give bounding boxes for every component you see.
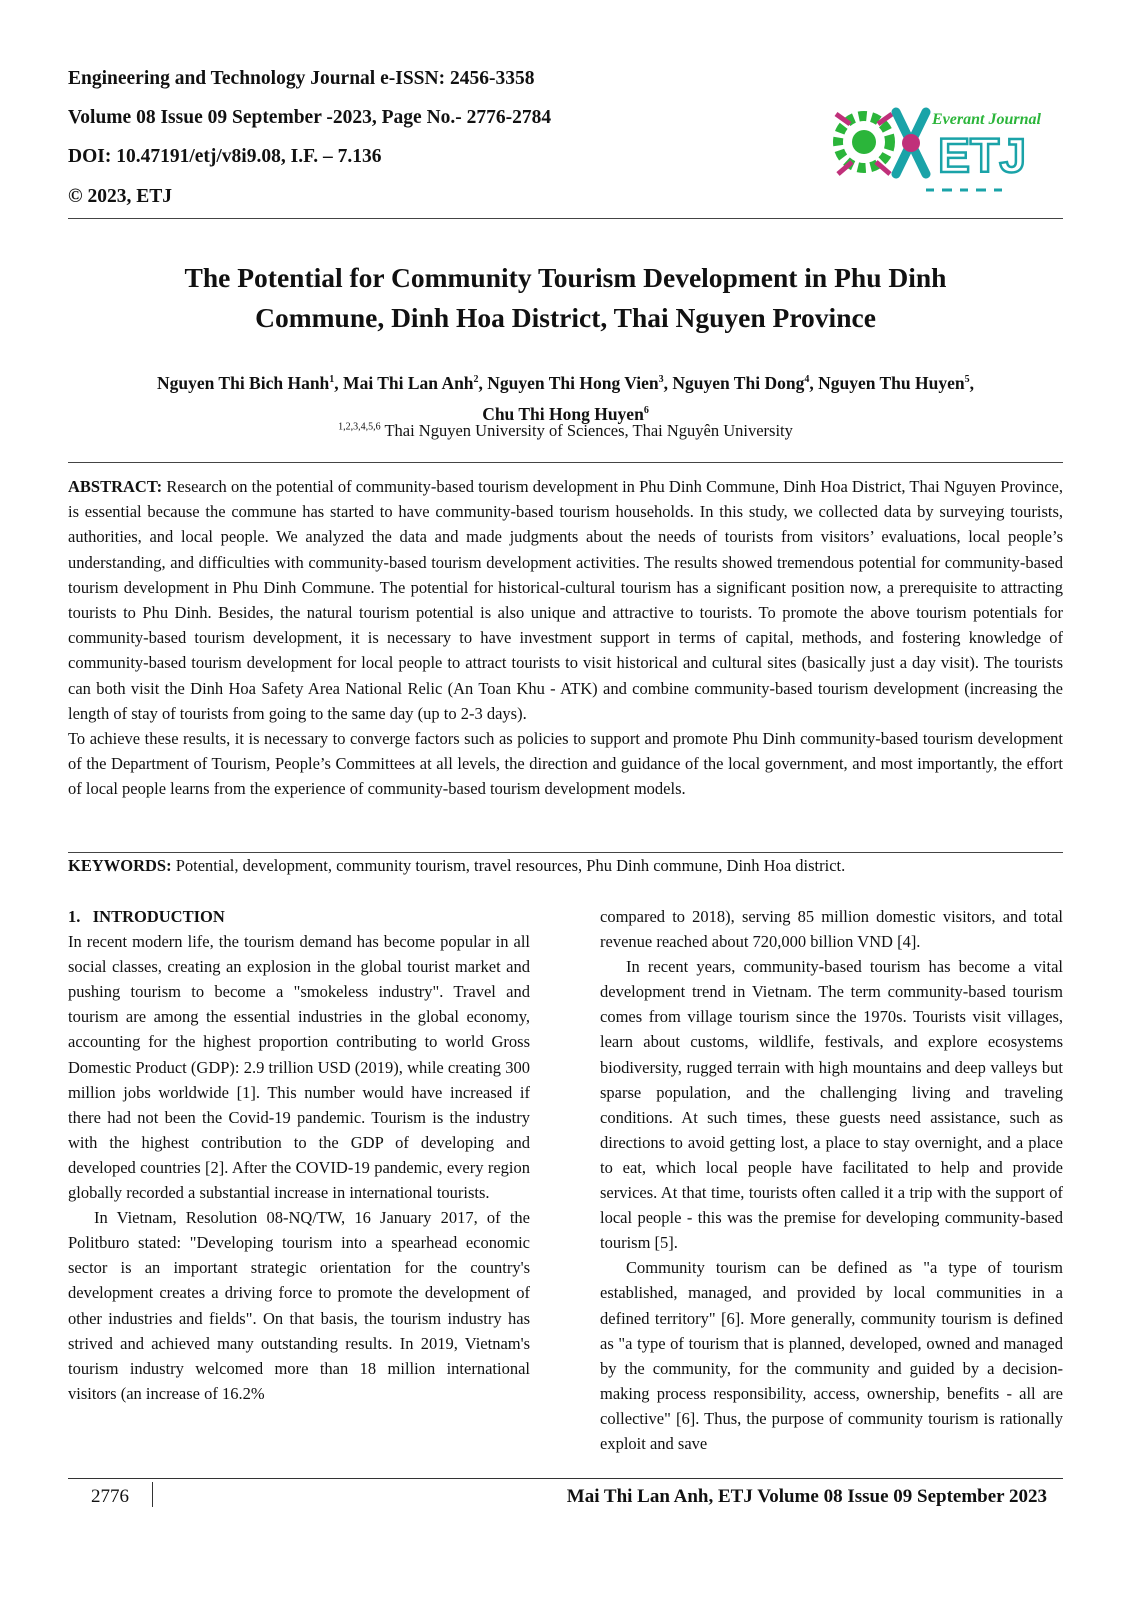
author-name: Chu Thi Hong Huyen: [482, 403, 644, 424]
author-name: Nguyen Thu Huyen: [818, 372, 965, 393]
title-line-1: The Potential for Community Tourism Development in Phu Dinh: [184, 262, 947, 293]
copyright: © 2023, ETJ: [68, 186, 172, 207]
author-list: Nguyen Thi Bich Hanh$^1$, Mai Thi Lan Anh$^2$, Nguyen Thi Hong Vien$^3$, Nguyen Thi Dong$^4$, Nguyen Thu Huyen$^5$, Chu Thi Hong Huyen$^6$: [156, 372, 974, 424]
affiliation-text: Thai Nguyen University of Sciences, Thai Nguyên University: [384, 421, 793, 440]
affiliation: [68, 421, 1063, 441]
author-name: Mai Thi Lan Anh: [343, 372, 474, 393]
keywords: [68, 856, 1063, 876]
footer-rule: [68, 1478, 1063, 1479]
body-paragraph: In recent years, community-based tourism has become a vital development trend in Vietnam. The term community-based tourism comes from village tourism since the 1970s. Tourists visit villages, learn about customs, wildlife, festivals, and explore ecosystems biodiversity, rugged terrain with high mountains and deep valleys but sparse population, and the challenging living and traveling conditions. At such times, these guests need assistance, such as directions to avoid getting lost, a place to stay overnight, and a place to eat, which local people have facilitated to help and provide services. At that time, tourists often called it a trip with the support of local people - this was the premise for developing community-based tourism [5].: [600, 957, 1063, 1253]
keywords-label: KEYWORDS:: [68, 856, 172, 875]
logo-text-top: Everant Journal: [932, 111, 1041, 128]
keywords-text: Potential, development, community tourism, travel resources, Phu Dinh commune, Dinh Hoa district.: [175, 856, 846, 875]
author-name: Nguyen Thi Hong Vien: [487, 372, 659, 393]
body-column-left: [68, 904, 530, 1406]
author-affil-mark: 2: [473, 374, 479, 385]
footer-citation: Mai Thi Lan Anh, ETJ Volume 08 Issue 09 September 2023: [566, 1486, 1047, 1507]
author-affil-mark: 1: [329, 374, 335, 385]
journal-name: Engineering and Technology Journal e-ISSN: 2456-3358: [68, 68, 535, 89]
body-paragraph: Community tourism can be defined as "a type of tourism established, managed, and provided by local communities in a defined territory" [6]. More generally, community tourism is defined as "a type of tourism that is planned, developed, owned and managed by the community, for the community and guided by a decision-making process responsibility, access, ownership, benefits - all are collective" [6]. Thus, the purpose of community tourism is rationally exploit and save: [600, 1258, 1063, 1453]
abstract-top-rule: [68, 462, 1063, 463]
body-paragraph: In Vietnam, Resolution 08-NQ/TW, 16 January 2017, of the Politburo stated: "Developing tourism into a spearhead economic sector is an important strategic orientation for the country's development creates a driving force to promote the development of other industries and fields". On that basis, the tourism industry has strived and achieved many outstanding results. In 2019, Vietnam's tourism industry welcomed more than 18 million international visitors (an increase of 16.2%: [68, 1208, 530, 1403]
volume-info: Volume 08 Issue 09 September -2023, Page No.- 2776-2784: [68, 107, 552, 128]
etj-logo: [826, 94, 1046, 202]
abstract-paragraph-1: Research on the potential of community-based tourism development in Phu Dinh Commune, Dinh Hoa District, Thai Nguyen Province, is essential because the commune has started to have community-based tourism households. In this study, we collected data by surveying tourists, authorities, and local people. We analyzed the data and made judgments about the needs of tourists from visitors’ evaluations, local people’s understanding, and difficulties with community-based tourism development activities. The results showed tremendous potential for community-based tourism development in Phu Dinh Commune. The potential for historical-cultural tourism has a significant position now, a prerequisite to attracting tourists to Phu Dinh. Besides, the natural tourism potential is also unique and attractive to tourists. To promote the above tourism potentials for community-based tourism development, it is necessary to have investment support in terms of capital, methods, and fostering knowledge of community-based tourism development for local people to attract tourists to visit historical and cultural sites (basically just a day visit). The tourists can both visit the Dinh Hoa Safety Area National Relic (An Toan Khu - ATK) and combine community-based tourism development (increasing the length of stay of tourists from going to the same day (up to 2-3 days).: [68, 477, 1063, 723]
doi-info: DOI: 10.47191/etj/v8i9.08, I.F. – 7.136: [68, 146, 382, 167]
gear-icon: [836, 114, 892, 174]
body-paragraph: In recent modern life, the tourism demand has become popular in all social classes, creating an explosion in the global tourist market and pushing tourism to become a "smokeless industry". Travel and tourism are among the essential industries in the global economy, accounting for the highest proportion contributing to world Gross Domestic Product (GDP): 2.9 trillion USD (2019), while creating 300 million jobs worldwide [1]. This number would have increased if there had not been the Covid-19 pandemic. Tourism is the industry with the highest contribution to the GDP of developing and developed countries [2]. After the COVID-19 pandemic, every region globally recorded a substantial increase in international tourists.: [68, 932, 530, 1203]
author-affil-mark: 5: [964, 374, 970, 385]
author-affil-mark: 3: [658, 374, 664, 385]
abstract: [68, 474, 1063, 802]
author-name: Nguyen Thi Dong: [672, 372, 805, 393]
abstract-paragraph-2: To achieve these results, it is necessary to converge factors such as policies to support and promote Phu Dinh community-based tourism development of the Department of Tourism, People’s Committees at all levels, the direction and guidance of the local government, and most importantly, the effort of local people learns from the experience of community-based tourism development models.: [68, 729, 1063, 799]
section-heading: 1. INTRODUCTION: [68, 907, 225, 926]
abstract-label: ABSTRACT:: [68, 477, 163, 496]
author-name: Nguyen Thi Bich Hanh: [156, 372, 330, 393]
footer-divider: [152, 1482, 153, 1507]
author-affil-mark: 4: [804, 374, 810, 385]
logo-text-main: ETJ: [938, 130, 1027, 183]
abstract-bottom-rule: [68, 852, 1063, 853]
author-affil-mark: 6: [643, 404, 649, 416]
header-rule: [68, 218, 1063, 219]
body-column-right: [600, 904, 1063, 1456]
title-line-2: Commune, Dinh Hoa District, Thai Nguyen Province: [255, 302, 876, 333]
body-paragraph: compared to 2018), serving 85 million domestic visitors, and total revenue reached about 720,000 billion VND [4].: [600, 907, 1063, 952]
page-number: 2776: [91, 1486, 129, 1507]
affiliation-marks: 1,2,3,4,5,6: [338, 421, 381, 433]
paper-title: [68, 258, 1063, 338]
